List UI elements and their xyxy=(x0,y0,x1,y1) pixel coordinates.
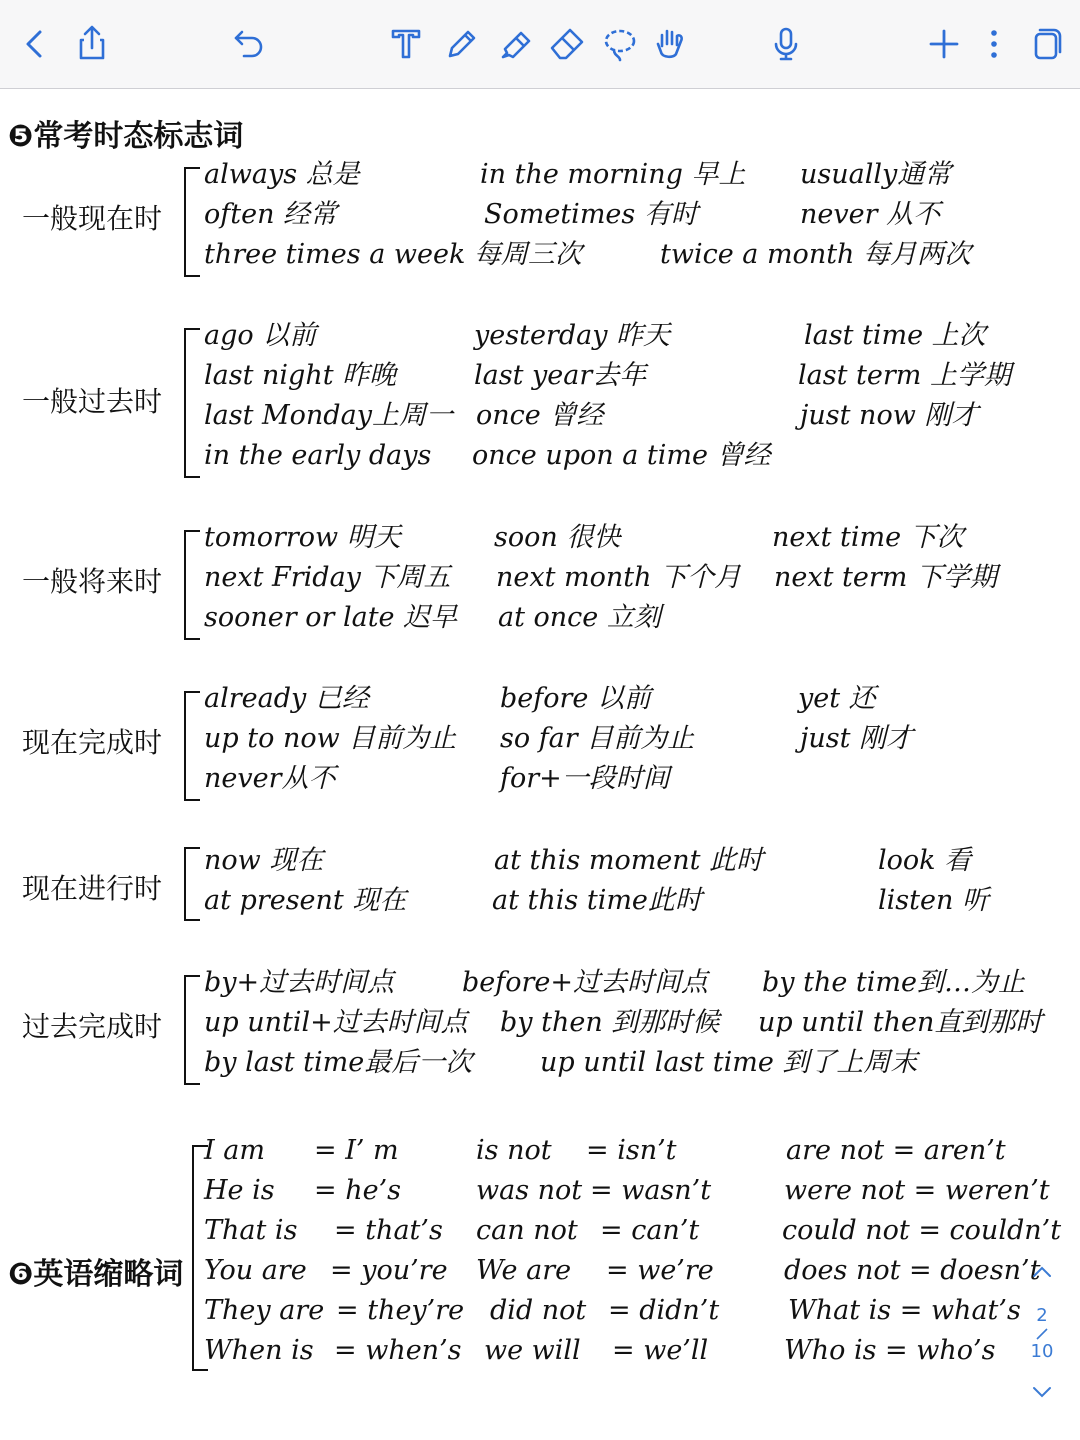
contraction-pair: are not = aren’t xyxy=(786,1135,1006,1166)
contraction-full: They are xyxy=(204,1295,325,1326)
phrase: soon 很快 xyxy=(494,522,621,553)
phrase: at once 立刻 xyxy=(498,602,661,633)
hand-tool-icon[interactable] xyxy=(648,22,692,66)
note-page[interactable] xyxy=(0,89,1080,1440)
contraction-full: That is xyxy=(204,1215,298,1246)
section-5-title: ❺常考时态标志词 xyxy=(8,119,244,154)
phrase: yesterday 昨天 xyxy=(474,320,671,351)
phrase: in the early days xyxy=(204,440,432,471)
contraction-short: = didn’t xyxy=(608,1295,720,1326)
tense-label: 现在进行时 xyxy=(22,872,163,905)
phrase: up until then直到那时 xyxy=(758,1007,1043,1038)
phrase: next term 下学期 xyxy=(774,562,997,593)
contraction-full: I am xyxy=(204,1135,265,1166)
phrase: last night 昨晚 xyxy=(204,360,397,391)
total-pages-number: 10 xyxy=(1030,1341,1054,1362)
current-page-number: 2 xyxy=(1036,1305,1048,1326)
contraction-short: = isn’t xyxy=(586,1135,677,1166)
phrase: usually通常 xyxy=(800,159,952,190)
phrase: last Monday上周一 xyxy=(204,400,453,431)
phrase: never从不 xyxy=(204,763,336,794)
phrase: always 总是 xyxy=(204,159,360,190)
phrase: last time 上次 xyxy=(804,320,986,351)
bracket xyxy=(184,328,200,478)
phrase: once upon a time 曾经 xyxy=(472,440,771,471)
contraction-full: is not xyxy=(476,1135,552,1166)
contraction-short: = we’ll xyxy=(612,1335,709,1366)
phrase: often 经常 xyxy=(204,199,338,230)
phrase: at present 现在 xyxy=(204,885,407,916)
contraction-pair: were not = weren’t xyxy=(784,1175,1050,1206)
phrase: just 刚才 xyxy=(800,723,914,754)
phrase: never 从不 xyxy=(800,199,941,230)
phrase: up until+过去时间点 xyxy=(204,1007,468,1038)
phrase: sooner or late 迟早 xyxy=(204,602,458,633)
contraction-full: was not xyxy=(476,1175,583,1206)
lasso-tool-icon[interactable] xyxy=(598,22,642,66)
contraction-pair: What is = what’s xyxy=(788,1295,1021,1326)
contraction-short: = wasn’t xyxy=(590,1175,712,1206)
highlighter-tool-icon[interactable] xyxy=(494,22,538,66)
phrase: yet 还 xyxy=(798,683,876,714)
contraction-short: = when’s xyxy=(334,1335,462,1366)
phrase: tomorrow 明天 xyxy=(204,522,401,553)
undo-icon[interactable] xyxy=(226,22,270,66)
phrase: at this moment 此时 xyxy=(494,845,764,876)
phrase: before+过去时间点 xyxy=(462,967,709,998)
contraction-full: You are xyxy=(204,1255,307,1286)
text-tool-icon[interactable] xyxy=(384,22,428,66)
phrase: already 已经 xyxy=(204,683,369,714)
page-up-icon[interactable] xyxy=(1031,1265,1053,1279)
contraction-short: = they’re xyxy=(336,1295,465,1326)
phrase: up to now 目前为止 xyxy=(204,723,457,754)
contraction-short: = I’ m xyxy=(314,1135,399,1166)
phrase: once 曾经 xyxy=(476,400,604,431)
phrase: Sometimes 有时 xyxy=(484,199,698,230)
phrase: before 以前 xyxy=(500,683,651,714)
phrase: next month 下个月 xyxy=(496,562,742,593)
phrase: next Friday 下周五 xyxy=(204,562,451,593)
phrase: in the morning 早上 xyxy=(480,159,746,190)
back-icon[interactable] xyxy=(14,22,58,66)
tense-label: 一般将来时 xyxy=(22,565,163,598)
pages-icon[interactable] xyxy=(1024,22,1068,66)
bracket xyxy=(184,167,200,277)
contraction-short: = he’s xyxy=(314,1175,402,1206)
page-divider-icon xyxy=(1031,1327,1053,1341)
contraction-full: can not xyxy=(476,1215,578,1246)
contraction-full: did not xyxy=(490,1295,587,1326)
tense-label: 过去完成时 xyxy=(22,1010,163,1043)
bracket xyxy=(184,691,200,801)
phrase: by the time到…为止 xyxy=(762,967,1025,998)
tense-label: 现在完成时 xyxy=(22,726,163,759)
phrase: ago 以前 xyxy=(204,320,317,351)
contraction-pair: Who is = who’s xyxy=(784,1335,996,1366)
phrase: last term 上学期 xyxy=(798,360,1011,391)
pen-tool-icon[interactable] xyxy=(440,22,484,66)
tense-label: 一般现在时 xyxy=(22,202,163,235)
tense-label: 一般过去时 xyxy=(22,385,163,418)
phrase: for+一段时间 xyxy=(500,763,670,794)
contraction-short: = that’s xyxy=(334,1215,443,1246)
more-icon[interactable] xyxy=(972,22,1016,66)
microphone-icon[interactable] xyxy=(764,22,808,66)
bracket xyxy=(184,847,200,921)
phrase: by+过去时间点 xyxy=(204,967,395,998)
phrase: twice a month 每月两次 xyxy=(660,239,972,270)
contraction-full: When is xyxy=(204,1335,314,1366)
phrase: so far 目前为止 xyxy=(500,723,695,754)
contraction-full: He is xyxy=(204,1175,275,1206)
phrase: look 看 xyxy=(878,845,972,876)
phrase: by then 到那时候 xyxy=(500,1007,720,1038)
contraction-short: = you’re xyxy=(330,1255,448,1286)
phrase: listen 听 xyxy=(878,885,989,916)
phrase: next time 下次 xyxy=(772,522,964,553)
bracket xyxy=(184,530,200,640)
phrase: by last time最后一次 xyxy=(204,1047,473,1078)
phrase: three times a week 每周三次 xyxy=(204,239,582,270)
phrase: at this time此时 xyxy=(492,885,702,916)
contraction-full: We are xyxy=(476,1255,572,1286)
add-icon[interactable] xyxy=(922,22,966,66)
contraction-pair: could not = couldn’t xyxy=(782,1215,1062,1246)
top-toolbar xyxy=(0,0,1080,89)
phrase: now 现在 xyxy=(204,845,324,876)
contraction-short: = can’t xyxy=(600,1215,700,1246)
section-6-title: ❻英语缩略词 xyxy=(8,1257,184,1292)
contraction-pair: does not = doesn’t xyxy=(784,1255,1041,1286)
eraser-tool-icon[interactable] xyxy=(544,22,588,66)
phrase: just now 刚才 xyxy=(800,400,979,431)
page-down-icon[interactable] xyxy=(1031,1385,1053,1399)
page-indicator[interactable] xyxy=(1012,1265,1072,1435)
contraction-short: = we’re xyxy=(606,1255,714,1286)
phrase: last year去年 xyxy=(474,360,647,391)
bracket xyxy=(184,975,200,1085)
phrase: up until last time 到了上周末 xyxy=(540,1047,918,1078)
contraction-full: we will xyxy=(484,1335,581,1366)
share-icon[interactable] xyxy=(70,22,114,66)
